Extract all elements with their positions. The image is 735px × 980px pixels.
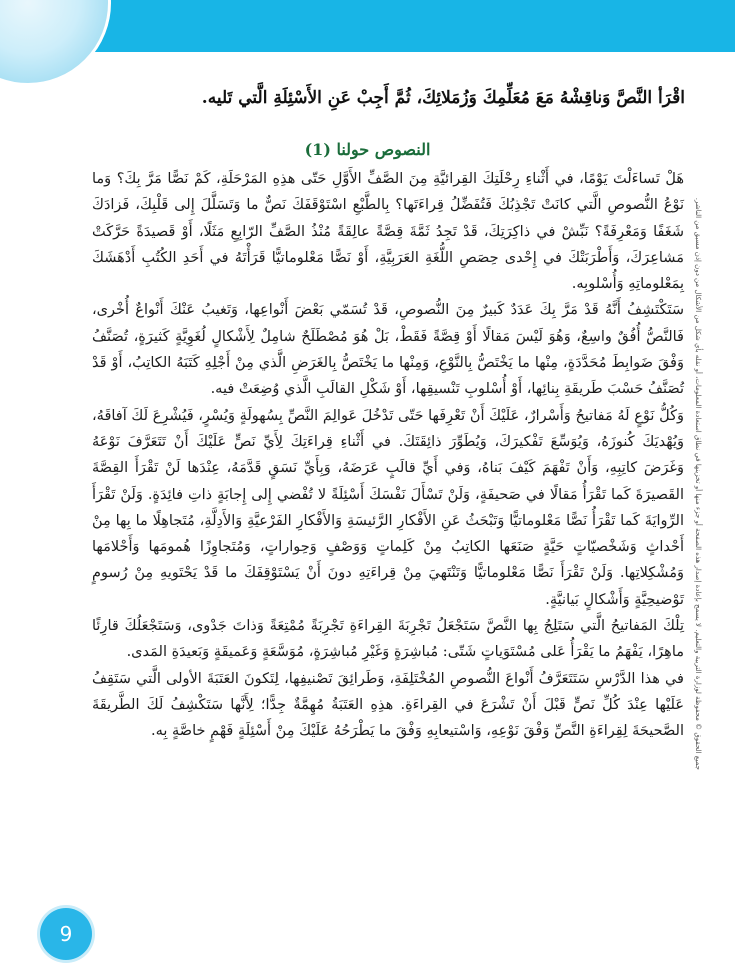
paragraph: وَكُلُّ نَوْعٍ لَهُ مَفاتيحُ وَأَسْرارٌ، عَلَيْكَ أَنْ تَعْرِفَها حَتّى تَدْخُلَ عَوالِمَ النَّصِّ بِسُهولَةٍ وَيُسْرٍ، فَيُشْرِعَ لَكَ آفاقَهُ، وَيُهْديَكَ كُنوزَهُ، وَيُوَسِّعَ تَفْكيرَكَ، وَيُطَوِّرَ ذائِقَتَكَ. في أَثْناءِ قِراءَتِكَ لِأَيِّ نَصٍّ عَلَيْكَ أَنْ تَتَعَرَّفَ نَوْعَهُ وَغَرَضَ كاتِبِهِ، وَأَنْ تَفْهَمَ كَيْفَ بَناهُ، وَفي أَيِّ قالَبٍ عَرَضَهُ، وَبِأَيِّ نَسَقٍ قَدَّمَهُ، عِنْدَها لَنْ تَقْرَأَ القِصَّةَ القَصيرَةَ كَما تَقْرَأُ مَقالًا في صَحيفَةٍ، وَلَنْ تَسْأَلَ نَفْسَكَ أَسْئِلَةً لا تُفْضي إِلى إِجابَةٍ ذاتِ فائِدَةٍ. وَلَنْ تَقْرَأَ الرِّوايَةَ كَما تَقْرَأُ نَصًّا مَعْلوماتيًّا وَتَبْحَثُ عَنِ الأَفْكارِ الرَّئيسَةِ وَالأَفْكارِ الفَرْعيَّةِ وَالأَدِلَّةِ، مُتَجاهِلًا ما بِها مِنْ أَحْداثٍ وَشَخْصيّاتٍ حَيَّةٍ صَنَعَها الكاتِبُ مِنْ كَلِماتٍ وَوَصْفٍ وَحِواراتٍ، وَمُتَجاوِزًا هُمومَها وَأَحْلامَها وَمُشْكِلاتِها. وَلَنْ تَقْرَأَ نَصًّا مَعْلوماتيًّا وَتَنْتَهيَ مِنْ قِراءَتِهِ دونَ أَنْ يَسْتَوْقِفَكَ ما قَدْ يَحْتَويهِ مِنْ رُسومٍ تَوْضيحِيَّةٍ وَأَشْكالٍ بَيانيَّةٍ. xyxy=(92,407,684,608)
body-text xyxy=(92,166,684,745)
paragraph: تِلْكَ المَفاتيحُ الَّتي سَتَلِجُ بِها النَّصَّ سَتَجْعَلُ تَجْرِبَةَ القِراءَةِ تَجْرِبَةً مُمْتِعَةً وَذاتَ جَدْوى، وَسَتَجْعَلُكَ قارِئًا ماهِرًا، يَفْهَمُ ما يَقْرَأُ عَلى مُسْتَوَياتٍ شَتّى: مُباشِرَةٍ وَغَيْرِ مُباشِرَةٍ، مُوَسَّعَةٍ وَعَميقَةٍ وَبَعيدَةِ المَدى. xyxy=(92,618,684,661)
instruction-text: اقْرَأ النَّصَّ وَناقِشْهُ مَعَ مُعَلِّمِكَ وَزُمَلائِكَ، ثُمَّ أَجِبْ عَنِ الأَسْئِلَةِ الَّتي تَليه. xyxy=(201,88,685,108)
paragraph: هَلْ تَساءَلْتَ يَوْمًا، في أَثْناءِ رِحْلَتِكَ القِرائيَّةِ مِنَ الصَّفِّ الأَوَّلِ حَتّى هذِهِ المَرْحَلَةِ، كَمْ نَصًّا مَرَّ بِكَ؟ وَما نَوْعُ النُّصوصِ الَّتي كانَتْ تَجْذِبُكَ فَتُفَضِّلُ قِراءَتَها؟ بِالطَّبْعِ اسْتَوْقَفَكَ نَصٌّ ما وَتَسَلَّلَ إِلى قَلْبِكَ، فَزادَكَ شَغَفًا وَمَعْرِفَةً؟ نَبِّشْ في ذاكِرَتِكَ، قَدْ تَجِدُ ثَمَّةَ قِصَّةً عالِقَةً مُنْذُ الصَّفِّ الرّابِعِ مَثَلًا، أَوْ قَصيدَةً حَرَّكَتْ مَشاعِرَكَ، وَأَطْرَبَتْكَ في إِحْدى حِصَصِ اللُّغَةِ العَرَبِيَّةِ، أَوْ نَصًّا مَعْلوماتيًّا قَرَأْتَهُ في أَحَدِ الكُتُبِ أَدْهَشَكَ بِمَعْلوماتِهِ وَأُسْلوبِه. xyxy=(92,171,684,293)
page-number-badge xyxy=(40,908,92,960)
section-title: النصوص حولنا (1) xyxy=(304,140,431,159)
paragraph: سَتَكْتَشِفُ أَنَّهُ قَدْ مَرَّ بِكَ عَدَدٌ كَبيرٌ مِنَ النُّصوصِ، قَدْ تُسَمّي بَعْضَ أَنْواعِها، وَتَغيبُ عَنْكَ أَنْواعٌ أُخْرى، فَالنَّصُّ أُفُقٌ واسِعٌ، وَهُوَ لَيْسَ مَقالًا أَوْ قِصَّةً فَقَطْ، بَلْ هُوَ مُصْطَلَحٌ شامِلٌ لِأَشْكالٍ لُغَوِيَّةٍ كَثيرَةٍ، تُصَنَّفُ وَفْقَ ضَوابِطَ مُحَدَّدَةٍ، مِنْها ما يَخْتَصُّ بِالنَّوْعِ، وَمِنْها ما يَخْتَصُّ بِالغَرَضِ الَّذي مِنْ أَجْلِهِ كَتَبَهُ الكاتِبُ، أَوْ قَدْ تُصَنَّفُ حَسْبَ طَريقَةِ بِنائِها، أَوْ أُسْلوبِ تَنْسيقِها، أَوْ شَكْلِ القالَبِ الَّذي وُضِعَتْ فيه. xyxy=(92,302,684,398)
decorative-circle xyxy=(0,0,111,86)
copyright-note: جميع الحقوق © محفوظة لوزارة التربية والتعليم. لا يسمح بإعادة إصدار هذه الصفحة أو جزء منها أو تخزينها في نطاق استعادة المعلومات، أو نقله بأي شكل من الأشكال من دون إذن مسبق من الناشر. xyxy=(694,197,702,770)
paragraph: في هذا الدَّرْسِ سَتَتَعَرَّفُ أَنْواعَ النُّصوصِ المُخْتَلِفَةِ، وَطَرائِقَ تَصْنيفِها، لِتَكونَ العَتَبَةَ الأولى الَّتي سَتَقِفُ عَلَيْها عِنْدَ كُلِّ نَصٍّ قَبْلَ أَنْ تَشْرَعَ في القِراءَةِ. هذِهِ العَتَبَةُ مُهِمَّةٌ جِدًّا؛ لِأَنَّها سَتَكْشِفُ لَكَ الطَّريقَةَ الصَّحيحَةَ لِقِراءَةِ النَّصِّ وَفْقَ نَوْعِهِ، وَاسْتيعابِهِ وَفْقَ ما يَطْرَحُهُ عَلَيْكَ مِنْ أَسْئِلَةٍ فَهْمٍ خاصَّةٍ بِه. xyxy=(92,670,684,740)
page-number: 9 xyxy=(59,922,73,946)
